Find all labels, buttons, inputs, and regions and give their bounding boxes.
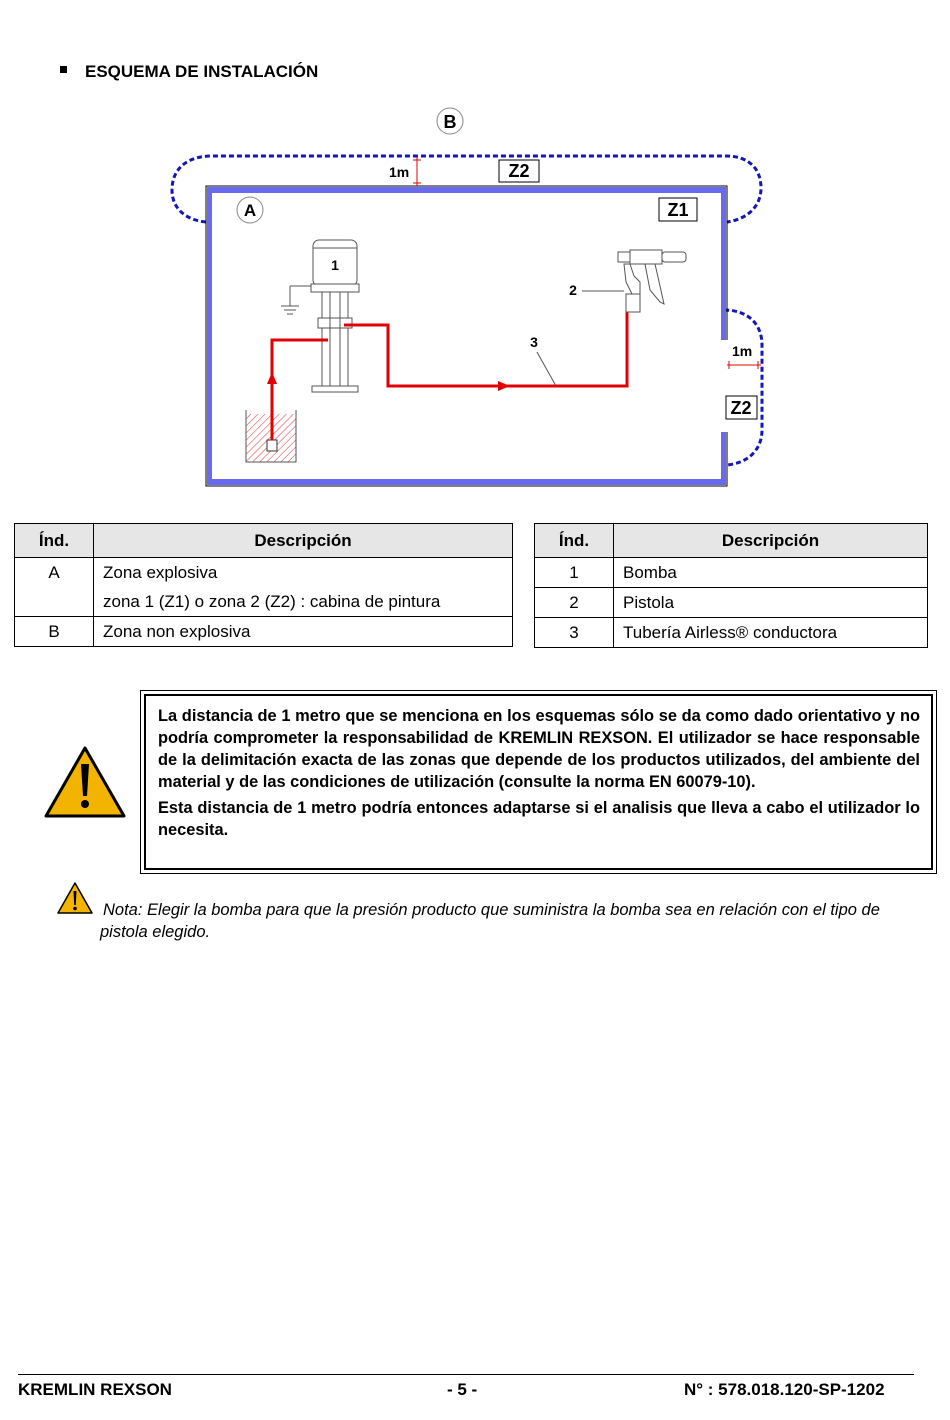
note-text: Nota: Elegir la bomba para que la presión producto que suministra la bomba sea en relación con el tipo de pistola elegido.: [100, 901, 880, 941]
cell-desc: Zona non explosiva: [94, 617, 513, 647]
table-row: [15, 558, 513, 588]
right-distance-label: 1m: [732, 343, 753, 359]
zone-z1-label: Z1: [667, 200, 689, 220]
table-header-row: [535, 524, 928, 558]
warning-paragraph-2: Esta distancia de 1 metro podría entonces adaptarse si el analisis que lleva a cabo el utilizador lo necesita.: [158, 799, 920, 839]
warning-box: [140, 690, 937, 874]
top-distance-label: 1m: [389, 164, 410, 180]
warning-triangle-icon: [44, 746, 126, 818]
cell-ind-empty: [15, 587, 94, 617]
flow-arrow-up-icon: [267, 372, 277, 384]
footer-company: KREMLIN REXSON: [18, 1380, 172, 1399]
cell-desc: Zona explosiva: [94, 558, 513, 588]
index-table-right: [534, 523, 928, 648]
table-row: [535, 618, 928, 648]
cell-ind: 3: [535, 618, 614, 648]
zone-z2-right-label: Z2: [730, 398, 752, 418]
table-header-row: [15, 524, 513, 558]
cell-desc: Bomba: [614, 558, 928, 588]
cell-ind: A: [15, 558, 94, 588]
footer-divider: [18, 1374, 914, 1375]
pump-icon: [281, 240, 359, 392]
header-description: Descripción: [94, 524, 513, 558]
hose-number: 3: [530, 334, 538, 350]
flow-arrow-right-icon: [498, 381, 510, 391]
zone-z2-top-label: Z2: [508, 161, 530, 181]
warning-paragraph-1: La distancia de 1 metro que se menciona en los esquemas sólo se da como dado orientativo y no podría comprometer la responsabilidad de KREMLIN REXSON. El utilizador se hace responsable de la delimitación exacta de las zonas que depende de los productos utilizados, del ambiente del material y de las condiciones de utilización (consulte la norma EN 60079-10).: [158, 707, 920, 791]
table-row: [15, 587, 513, 617]
hose-leader-line: [537, 352, 556, 386]
airless-hose: [344, 312, 627, 386]
cell-ind: B: [15, 617, 94, 647]
table-row: [15, 617, 513, 647]
table-row: [535, 558, 928, 588]
label-b: B: [443, 112, 457, 132]
footer-doc-number: N° : 578.018.120-SP-1202: [684, 1380, 885, 1399]
right-distance-marker: [727, 361, 761, 369]
cell-ind: 2: [535, 588, 614, 618]
note-warning-icon: [57, 882, 93, 914]
section-title-text: ESQUEMA DE INSTALACIÓN: [85, 62, 319, 81]
gun-number: 2: [569, 282, 577, 298]
footer-page-number: - 5 -: [447, 1380, 478, 1399]
cell-desc: Pistola: [614, 588, 928, 618]
cell-desc: Tubería Airless® conductora: [614, 618, 928, 648]
index-table-left: [14, 523, 513, 647]
header-description: Descripción: [614, 524, 928, 558]
spray-gun-icon: [618, 250, 686, 312]
top-distance-marker: [413, 157, 421, 186]
header-ind: Índ.: [15, 524, 94, 558]
cell-ind: 1: [535, 558, 614, 588]
header-ind: Índ.: [535, 524, 614, 558]
cell-desc: zona 1 (Z1) o zona 2 (Z2) : cabina de pintura: [94, 587, 513, 617]
table-row: [535, 588, 928, 618]
pump-number: 1: [331, 257, 339, 273]
installation-diagram: [0, 0, 950, 500]
label-a: A: [243, 201, 257, 220]
